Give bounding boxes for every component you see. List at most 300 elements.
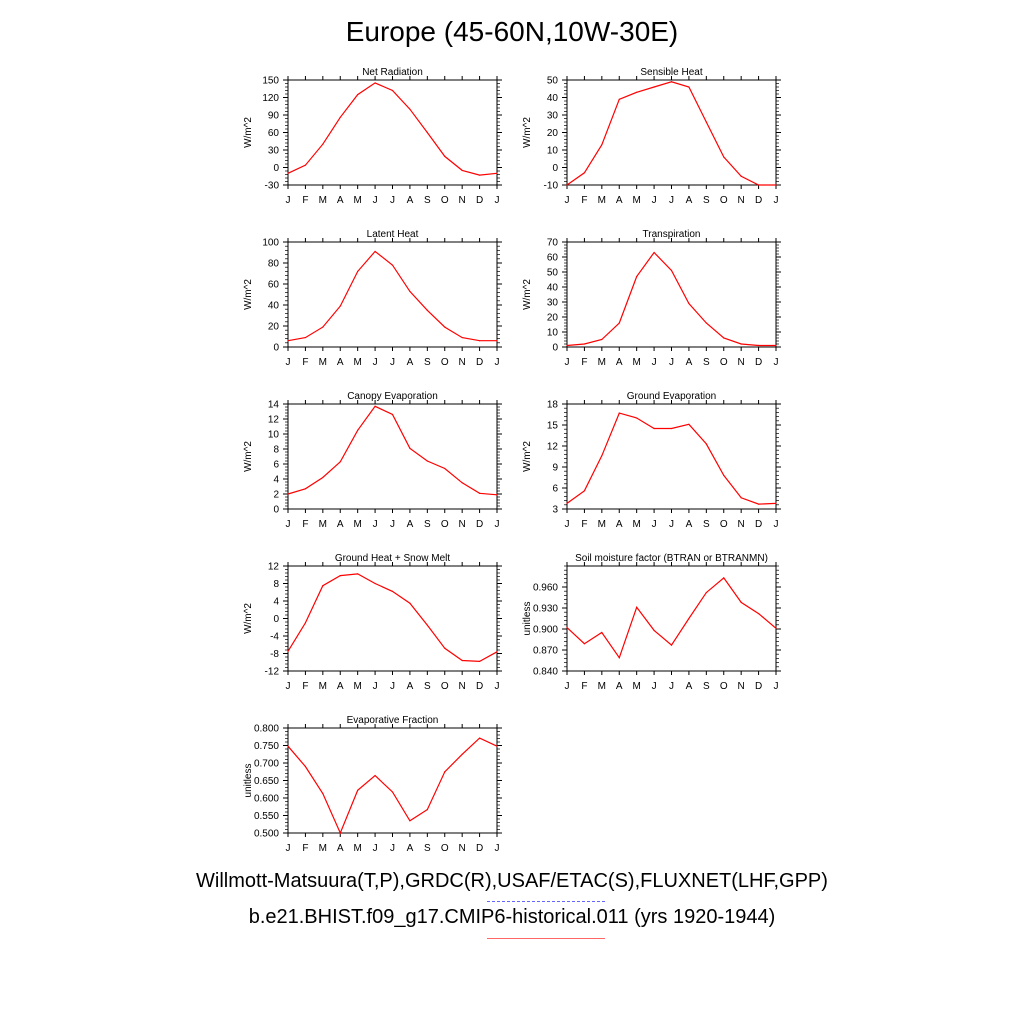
data-point xyxy=(374,406,375,407)
y-tick-label: 20 xyxy=(546,312,558,324)
data-point xyxy=(287,340,288,341)
panel-sensible-heat xyxy=(522,67,781,206)
data-point xyxy=(741,497,742,498)
x-tick-label: J xyxy=(669,357,674,368)
y-tick-label: 8 xyxy=(273,444,279,456)
data-point xyxy=(409,820,410,821)
y-tick-label: 0 xyxy=(273,504,279,516)
x-tick-label: J xyxy=(564,519,570,530)
data-point xyxy=(653,630,654,631)
x-tick-label: D xyxy=(475,195,484,206)
x-tick-label: D xyxy=(754,681,763,692)
y-tick-label: 8 xyxy=(273,579,279,590)
series-line-model xyxy=(567,578,776,658)
y-axis-label: W/m^2 xyxy=(243,603,254,634)
data-point xyxy=(741,176,742,177)
y-axis-label: unitless xyxy=(243,763,254,798)
data-point xyxy=(496,340,497,341)
x-tick-label: M xyxy=(353,357,362,368)
data-point xyxy=(409,109,410,110)
y-tick-label: 40 xyxy=(267,300,279,312)
data-point xyxy=(340,461,341,462)
series-line-model xyxy=(288,406,497,495)
x-tick-label: J xyxy=(651,519,657,530)
x-tick-label: O xyxy=(719,519,728,530)
x-tick-label: J xyxy=(773,357,779,368)
y-tick-label: 0.960 xyxy=(532,582,558,594)
y-tick-label: 30 xyxy=(267,145,279,157)
data-point xyxy=(688,303,689,304)
x-tick-label: F xyxy=(302,681,309,692)
y-tick-label: 0.840 xyxy=(532,666,558,678)
data-point xyxy=(392,591,393,592)
x-tick-label: S xyxy=(423,843,431,854)
data-point xyxy=(462,660,463,661)
x-tick-label: M xyxy=(597,195,607,206)
plot-frame xyxy=(567,566,776,671)
panel-title: Ground Heat + Snow Melt xyxy=(334,553,451,564)
data-point xyxy=(723,156,724,157)
data-point xyxy=(758,345,759,346)
data-point xyxy=(496,651,497,652)
y-tick-label: 20 xyxy=(267,321,279,333)
data-point xyxy=(479,661,480,662)
x-tick-label: M xyxy=(353,195,362,206)
x-tick-label: M xyxy=(632,519,641,530)
data-point xyxy=(357,573,358,574)
data-point xyxy=(409,291,410,292)
data-point xyxy=(566,345,567,346)
y-tick-label: 18 xyxy=(546,399,558,411)
y-tick-label: 6 xyxy=(552,483,558,495)
figure-title: Europe (45-60N,10W-30E) xyxy=(345,16,679,47)
data-point xyxy=(479,340,480,341)
x-tick-label: S xyxy=(702,519,710,530)
data-point xyxy=(706,121,707,122)
data-point xyxy=(444,771,445,772)
y-tick-label: 0 xyxy=(552,342,558,354)
data-point xyxy=(287,746,288,747)
x-tick-label: F xyxy=(581,195,588,206)
y-tick-label: 9 xyxy=(552,462,558,474)
data-point xyxy=(409,603,410,604)
plot-frame xyxy=(288,242,497,347)
y-tick-label: 12 xyxy=(267,561,279,573)
y-tick-label: 150 xyxy=(262,75,279,87)
data-point xyxy=(584,643,585,644)
x-tick-label: F xyxy=(581,681,588,692)
x-tick-label: J xyxy=(372,195,378,206)
plot-frame xyxy=(288,728,497,833)
y-tick-label: 10 xyxy=(546,327,558,339)
panel-title: Evaporative Fraction xyxy=(346,715,439,726)
y-tick-label: 12 xyxy=(267,414,279,426)
panel-title: Latent Heat xyxy=(366,229,419,240)
x-tick-label: A xyxy=(336,843,344,854)
x-tick-label: M xyxy=(632,357,641,368)
x-tick-label: J xyxy=(651,357,657,368)
data-point xyxy=(322,144,323,145)
data-point xyxy=(357,94,358,95)
x-tick-label: N xyxy=(458,195,466,206)
data-point xyxy=(305,622,306,623)
data-point xyxy=(462,482,463,483)
series-line-model xyxy=(567,413,776,504)
x-tick-label: A xyxy=(336,681,344,692)
data-point xyxy=(479,493,480,494)
x-tick-label: N xyxy=(458,681,466,692)
y-tick-label: 0.930 xyxy=(532,603,558,615)
y-tick-label: 40 xyxy=(546,282,558,294)
y-tick-label: 12 xyxy=(546,441,558,453)
data-point xyxy=(741,343,742,344)
data-point xyxy=(601,339,602,340)
x-tick-label: S xyxy=(423,195,431,206)
x-tick-label: S xyxy=(702,681,710,692)
y-axis-label: W/m^2 xyxy=(522,441,533,472)
x-tick-label: O xyxy=(719,195,728,206)
data-point xyxy=(775,184,776,185)
y-tick-label: -8 xyxy=(270,649,279,660)
y-tick-label: 14 xyxy=(267,399,279,411)
data-point xyxy=(322,477,323,478)
x-tick-label: A xyxy=(336,357,344,368)
y-tick-label: -4 xyxy=(270,631,279,643)
x-tick-label: J xyxy=(372,519,378,530)
x-tick-label: J xyxy=(372,843,378,854)
data-point xyxy=(287,173,288,174)
panel-soil-moisture-factor-btran-or-btranmn xyxy=(522,553,781,692)
panel-evaporative-fraction xyxy=(243,715,502,854)
data-point xyxy=(427,624,428,625)
data-point xyxy=(340,305,341,306)
data-point xyxy=(653,428,654,429)
x-tick-label: J xyxy=(669,195,674,206)
data-point xyxy=(357,271,358,272)
x-tick-label: A xyxy=(406,195,414,206)
data-point xyxy=(688,618,689,619)
y-tick-label: 100 xyxy=(262,237,279,249)
data-point xyxy=(601,632,602,633)
data-point xyxy=(706,592,707,593)
footer-model-label: b.e21.BHIST.f09_g17.CMIP6-historical.011 (yrs 1920-1944) xyxy=(248,906,776,928)
data-point xyxy=(775,628,776,629)
x-tick-label: J xyxy=(773,681,779,692)
x-tick-label: M xyxy=(632,195,641,206)
series-line-model xyxy=(288,83,497,175)
x-tick-label: S xyxy=(423,519,431,530)
x-tick-label: O xyxy=(440,681,449,692)
panel-canopy-evaporation xyxy=(243,391,502,530)
data-point xyxy=(392,414,393,415)
data-point xyxy=(287,651,288,652)
x-tick-label: A xyxy=(615,681,623,692)
data-point xyxy=(374,251,375,252)
x-tick-label: O xyxy=(719,681,728,692)
data-point xyxy=(340,575,341,576)
x-tick-label: F xyxy=(302,357,309,368)
data-point xyxy=(427,809,428,810)
data-point xyxy=(374,583,375,584)
y-tick-label: 10 xyxy=(267,429,279,441)
x-tick-label: N xyxy=(737,519,745,530)
x-tick-label: J xyxy=(372,357,378,368)
x-tick-label: J xyxy=(285,195,291,206)
x-tick-label: D xyxy=(475,357,484,368)
data-point xyxy=(427,132,428,133)
x-tick-label: J xyxy=(285,357,291,368)
x-tick-label: O xyxy=(440,195,449,206)
plot-frame xyxy=(567,404,776,509)
x-tick-label: F xyxy=(302,195,309,206)
data-point xyxy=(601,144,602,145)
y-tick-label: 60 xyxy=(546,252,558,264)
data-point xyxy=(340,832,341,833)
data-point xyxy=(619,322,620,323)
x-tick-label: F xyxy=(581,519,588,530)
plot-frame xyxy=(567,242,776,347)
y-tick-label: 2 xyxy=(273,489,279,501)
y-tick-label: 60 xyxy=(267,128,279,139)
data-point xyxy=(444,468,445,469)
data-point xyxy=(444,648,445,649)
data-point xyxy=(462,754,463,755)
data-point xyxy=(444,326,445,327)
data-point xyxy=(653,86,654,87)
y-tick-label: 0.800 xyxy=(253,723,279,735)
y-axis-label: W/m^2 xyxy=(243,441,254,472)
y-tick-label: 0 xyxy=(552,163,558,174)
x-tick-label: M xyxy=(353,681,362,692)
data-point xyxy=(671,428,672,429)
y-tick-label: 4 xyxy=(273,474,279,486)
y-tick-label: -30 xyxy=(264,180,279,192)
x-tick-label: A xyxy=(615,195,623,206)
data-point xyxy=(322,793,323,794)
data-point xyxy=(671,81,672,82)
data-point xyxy=(479,738,480,739)
x-tick-label: M xyxy=(318,195,328,206)
y-tick-label: 0.700 xyxy=(253,758,279,770)
x-tick-label: A xyxy=(406,843,414,854)
x-tick-label: J xyxy=(773,519,779,530)
x-tick-label: J xyxy=(651,195,657,206)
data-point xyxy=(636,417,637,418)
y-tick-label: 0.750 xyxy=(253,741,279,752)
x-tick-label: A xyxy=(615,357,623,368)
y-tick-label: 4 xyxy=(273,596,279,608)
x-tick-label: M xyxy=(353,843,362,854)
y-tick-label: 0 xyxy=(273,342,279,354)
y-axis-label: W/m^2 xyxy=(243,117,254,148)
x-tick-label: D xyxy=(475,519,484,530)
plot-frame xyxy=(288,566,497,671)
data-point xyxy=(496,494,497,495)
x-tick-label: J xyxy=(669,681,674,692)
x-tick-label: N xyxy=(737,357,745,368)
legend-line-observations xyxy=(487,901,605,902)
data-point xyxy=(392,265,393,266)
y-tick-label: 0.600 xyxy=(253,793,279,805)
x-tick-label: J xyxy=(564,681,570,692)
y-tick-label: 20 xyxy=(546,128,558,139)
x-tick-label: A xyxy=(336,519,344,530)
data-point xyxy=(427,310,428,311)
series-line-model xyxy=(567,82,776,185)
x-tick-label: D xyxy=(754,195,763,206)
data-point xyxy=(444,156,445,157)
x-tick-label: D xyxy=(754,357,763,368)
data-point xyxy=(305,337,306,338)
plot-frame xyxy=(288,404,497,509)
x-tick-label: S xyxy=(423,357,431,368)
y-tick-label: 50 xyxy=(546,75,558,87)
panel-title: Ground Evaporation xyxy=(626,391,717,402)
x-tick-label: J xyxy=(494,357,500,368)
x-tick-label: J xyxy=(564,357,570,368)
panel-title: Soil moisture factor (BTRAN or BTRANMN) xyxy=(575,553,768,564)
data-point xyxy=(688,86,689,87)
panel-title: Sensible Heat xyxy=(640,67,703,78)
data-point xyxy=(287,493,288,494)
y-tick-label: 30 xyxy=(546,110,558,122)
x-tick-label: O xyxy=(440,843,449,854)
footer-observations-label: Willmott-Matsuura(T,P),GRDC(R),USAF/ETAC(S),FLUXNET(LHF,GPP) xyxy=(196,870,828,892)
x-tick-label: O xyxy=(719,357,728,368)
data-point xyxy=(706,322,707,323)
x-tick-label: M xyxy=(597,519,607,530)
data-point xyxy=(688,424,689,425)
data-point xyxy=(427,460,428,461)
x-tick-label: J xyxy=(494,519,500,530)
data-point xyxy=(775,503,776,504)
legend-line-model xyxy=(487,938,605,939)
data-point xyxy=(374,82,375,83)
x-tick-label: J xyxy=(390,195,395,206)
data-point xyxy=(322,585,323,586)
data-point xyxy=(462,170,463,171)
x-tick-label: N xyxy=(458,519,466,530)
data-point xyxy=(636,92,637,93)
y-tick-label: 0 xyxy=(273,163,279,174)
x-tick-label: J xyxy=(390,681,395,692)
data-point xyxy=(619,413,620,414)
x-tick-label: M xyxy=(318,357,328,368)
y-tick-label: 40 xyxy=(546,93,558,104)
x-tick-label: A xyxy=(406,519,414,530)
panel-latent-heat xyxy=(243,229,502,368)
data-point xyxy=(305,766,306,767)
data-point xyxy=(392,90,393,91)
panel-title: Canopy Evaporation xyxy=(347,391,438,402)
data-point xyxy=(305,165,306,166)
x-tick-label: O xyxy=(440,519,449,530)
panel-title: Transpiration xyxy=(642,229,701,240)
data-point xyxy=(706,443,707,444)
x-tick-label: D xyxy=(475,843,484,854)
y-axis-label: unitless xyxy=(522,601,533,636)
y-tick-label: 3 xyxy=(552,504,558,516)
x-tick-label: J xyxy=(390,843,395,854)
series-line-model xyxy=(288,574,497,662)
y-axis-label: W/m^2 xyxy=(243,279,254,310)
data-point xyxy=(357,790,358,791)
data-point xyxy=(601,455,602,456)
x-tick-label: A xyxy=(406,681,414,692)
data-point xyxy=(584,490,585,491)
x-tick-label: O xyxy=(440,357,449,368)
data-point xyxy=(723,475,724,476)
data-point xyxy=(566,503,567,504)
x-tick-label: S xyxy=(702,195,710,206)
x-tick-label: N xyxy=(458,357,466,368)
y-tick-label: 10 xyxy=(546,145,558,157)
y-axis-label: W/m^2 xyxy=(522,279,533,310)
data-point xyxy=(636,607,637,608)
data-point xyxy=(322,326,323,327)
panel-transpiration xyxy=(522,229,781,368)
data-point xyxy=(584,172,585,173)
y-tick-label: 50 xyxy=(546,267,558,279)
data-point xyxy=(566,184,567,185)
data-point xyxy=(671,270,672,271)
data-point xyxy=(496,173,497,174)
x-tick-label: A xyxy=(685,357,693,368)
y-tick-label: 120 xyxy=(262,93,279,104)
data-point xyxy=(409,448,410,449)
data-point xyxy=(340,117,341,118)
y-tick-label: 30 xyxy=(546,297,558,309)
x-tick-label: S xyxy=(702,357,710,368)
x-tick-label: A xyxy=(406,357,414,368)
data-point xyxy=(462,337,463,338)
x-tick-label: A xyxy=(615,519,623,530)
data-point xyxy=(584,343,585,344)
x-tick-label: J xyxy=(651,681,657,692)
y-tick-label: 0.870 xyxy=(532,645,558,657)
panel-ground-heat-snow-melt xyxy=(243,553,502,692)
data-point xyxy=(496,746,497,747)
x-tick-label: A xyxy=(685,681,693,692)
data-point xyxy=(636,276,637,277)
plot-frame xyxy=(567,80,776,185)
data-point xyxy=(723,577,724,578)
x-tick-label: J xyxy=(494,195,500,206)
x-tick-label: J xyxy=(390,519,395,530)
x-tick-label: N xyxy=(458,843,466,854)
data-point xyxy=(619,99,620,100)
panel-net-radiation xyxy=(243,67,502,206)
y-tick-label: 70 xyxy=(546,237,558,249)
x-tick-label: J xyxy=(494,843,500,854)
y-tick-label: -12 xyxy=(264,666,279,678)
data-point xyxy=(653,252,654,253)
x-tick-label: J xyxy=(285,519,291,530)
data-point xyxy=(775,345,776,346)
y-tick-label: 60 xyxy=(267,279,279,291)
y-tick-label: 0.650 xyxy=(253,776,279,787)
x-tick-label: J xyxy=(773,195,779,206)
panel-ground-evaporation xyxy=(522,391,781,530)
data-point xyxy=(392,791,393,792)
y-tick-label: 0.500 xyxy=(253,828,279,840)
x-tick-label: A xyxy=(685,519,693,530)
x-tick-label: J xyxy=(494,681,500,692)
y-tick-label: -10 xyxy=(543,180,558,192)
x-tick-label: J xyxy=(285,681,291,692)
x-tick-label: M xyxy=(318,681,328,692)
data-point xyxy=(723,337,724,338)
